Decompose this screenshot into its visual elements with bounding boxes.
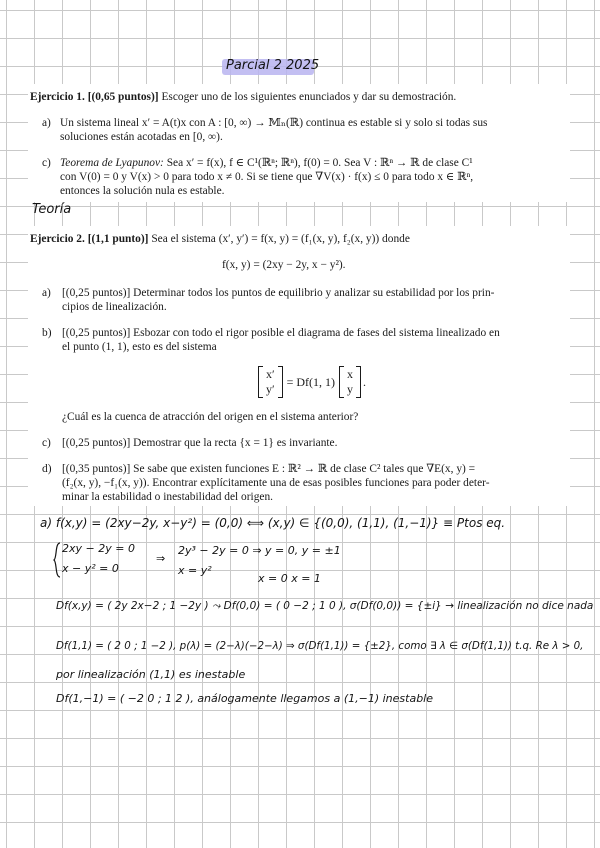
handwritten-eq-3: 2y³ − 2y = 0 ⇒ y = 0, y = ±1 <box>178 544 341 557</box>
ej2-d-line2: (f₂(x, y), −f₁(x, y)). Encontrar explícitamente una de esas posibles funciones para poder deter- <box>62 477 490 489</box>
handwritten-line-3: Df(x,y) = ( 2y 2x−2 ; 1 −2y ) ⤳ Df(0,0) = ( 0 −2 ; 1 0 ), σ(Df(0,0)) = {±i} → linealización no dice nada <box>56 600 594 612</box>
ej1-prompt: Escoger uno de los siguientes enunciados y dar su demostración. <box>161 91 457 103</box>
linearized-system <box>258 366 366 398</box>
ej2-d-line3: minar la estabilidad o inestabilidad del origen. <box>62 491 273 503</box>
ej1-a-line2: soluciones están acotadas en [0, ∞). <box>60 131 223 143</box>
handwritten-eq-5: x = 0 x = 1 <box>258 572 321 585</box>
handwritten-eq-2: x − y² = 0 <box>62 562 119 575</box>
ej1-line <box>30 90 456 104</box>
lyapunov-title: Teorema de Lyapunov: <box>60 157 164 169</box>
handwritten-line-1: a) f(x,y) = (2xy−2y, x−y²) = (0,0) ⟺ (x,y) ∈ {(0,0), (1,1), (1,−1)} ≡ Ptos eq. <box>40 516 506 530</box>
ej2-d-label: d) <box>42 463 52 475</box>
ej2-b-line2: el punto (1, 1), esto es del sistema <box>62 341 217 353</box>
ej2-heading: Ejercicio 2. <box>30 233 85 245</box>
page-title: Parcial 2 2025 <box>226 58 320 73</box>
ej2-equation: f(x, y) = (2xy − 2y, x − y²). <box>222 259 346 271</box>
ej2-c-line1: [(0,25 puntos)] Demostrar que la recta {x = 1} es invariante. <box>62 437 338 449</box>
handwritten-line-5: por linealización (1,1) es inestable <box>56 668 246 681</box>
ej1-heading: Ejercicio 1. <box>30 91 85 103</box>
ej1-points: [(0,65 puntos)] <box>87 91 159 103</box>
handwritten-line-6: Df(1,−1) = ( −2 0 ; 1 2 ), análogamente llegamos a (1,−1) inestable <box>56 692 434 705</box>
ej2-a-line2: cipios de linealización. <box>62 301 167 313</box>
ej1-c-line3: entonces la solución nula es estable. <box>60 185 225 197</box>
matrix-mid: = Df(1, 1) <box>286 374 336 389</box>
ej2-c-label: c) <box>42 437 51 449</box>
ej2-points: [(1,1 punto)] <box>87 233 149 245</box>
ej1-c-line2: con V(0) = 0 y V(x) > 0 para todo x ≠ 0. Si se tiene que ∇V(x) · f(x) ≤ 0 para todo x ∈ ℝⁿ, <box>60 171 474 183</box>
ej1-a-line1: Un sistema lineal x′ = A(t)x con A : [0, ∞) → 𝕄ₙ(ℝ) continua es estable si y solo si todas sus <box>60 117 488 129</box>
handwritten-implies: ⇒ <box>156 552 166 565</box>
ej1-c-line1-text: Sea x′ = f(x), f ∈ C¹(ℝⁿ; ℝⁿ), f(0) = 0. Sea V : ℝⁿ → ℝ de clase C¹ <box>166 157 473 169</box>
ej1-c-line1 <box>60 156 473 170</box>
ej2-b-line1: [(0,25 puntos)] Esbozar con todo el rigor posible el diagrama de fases del sistema linealizado en <box>62 327 500 339</box>
ej2-b-label: b) <box>42 327 52 339</box>
ej2-line <box>30 232 410 246</box>
ej2-b-question: ¿Cuál es la cuenca de atracción del origen en el sistema anterior? <box>62 411 359 423</box>
teoria-note: Teoría <box>32 202 72 217</box>
handwritten-eq-4: x = y² <box>178 564 212 577</box>
ej2-d-line1: [(0,35 puntos)] Se sabe que existen funciones E : ℝ² → ℝ de clase C² tales que ∇E(x, y) = <box>62 463 476 475</box>
lhs-bot: y′ <box>266 382 275 396</box>
ej2-prompt: Sea el sistema (x′, y′) = f(x, y) = (f₁(x, y), f₂(x, y)) donde <box>151 233 410 245</box>
matrix-end: . <box>363 374 367 389</box>
rhs-top: x <box>347 367 354 381</box>
lhs-top: x′ <box>266 367 275 381</box>
rhs-bot: y <box>347 382 354 396</box>
lhs-vector <box>263 367 278 397</box>
ej1-c-label: c) <box>42 157 51 169</box>
handwritten-line-4: Df(1,1) = ( 2 0 ; 1 −2 ), p(λ) = (2−λ)(−2−λ) ⇒ σ(Df(1,1)) = {±2}, como ∃ λ ∈ σ(Df(1,1)) t.q. Re λ > 0, <box>56 640 584 652</box>
handwritten-eq-1: 2xy − 2y = 0 <box>62 542 135 555</box>
ej2-a-label: a) <box>42 287 51 299</box>
ej2-a-line1: [(0,25 puntos)] Determinar todos los puntos de equilibrio y analizar su estabilidad por los prin- <box>62 287 495 299</box>
rhs-vector <box>344 367 356 397</box>
system-brace <box>52 542 62 578</box>
ej1-a-label: a) <box>42 117 51 129</box>
